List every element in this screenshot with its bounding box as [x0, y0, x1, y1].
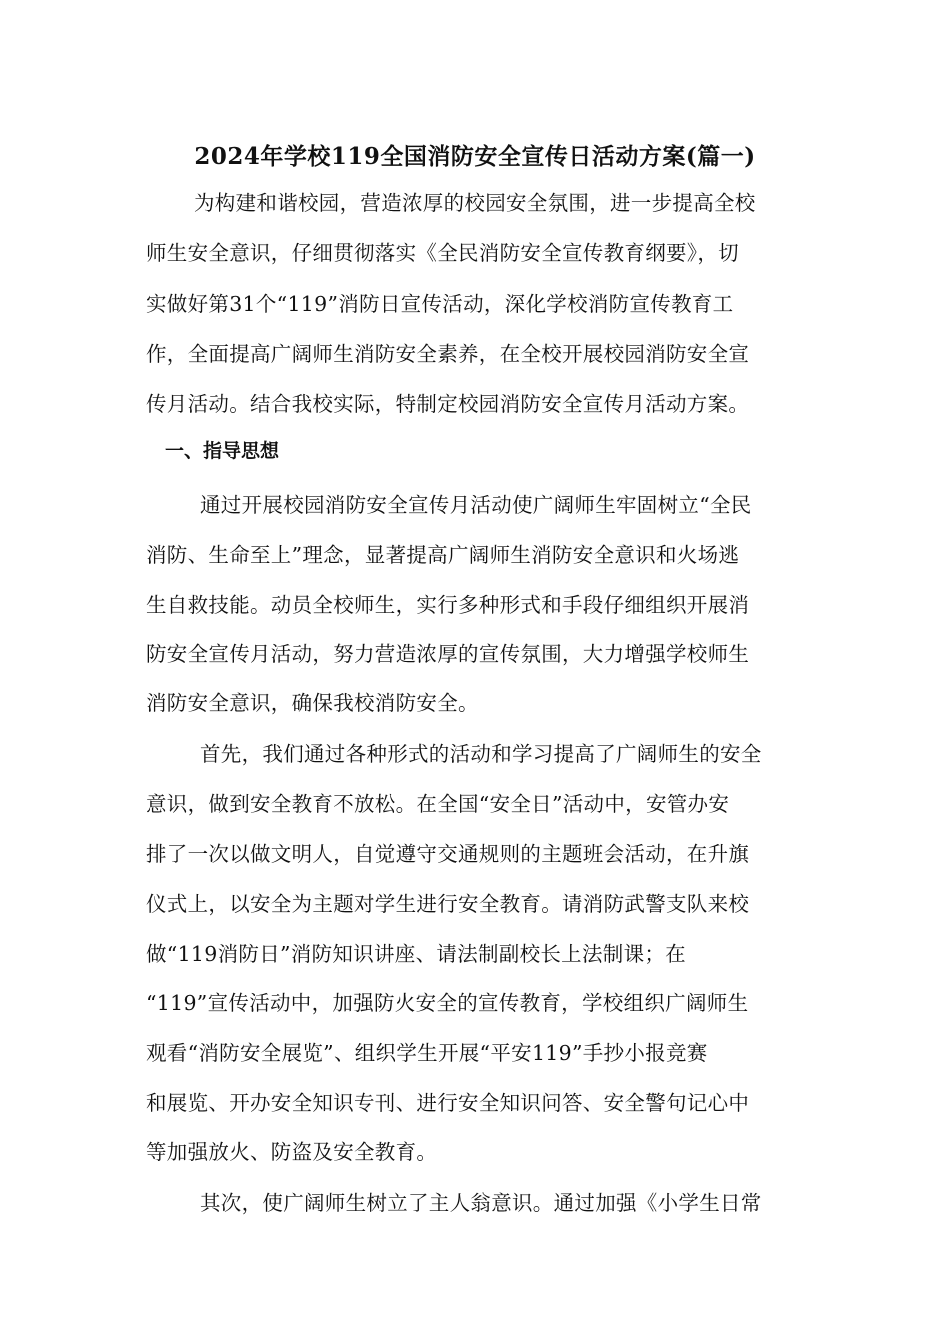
- paragraph-line: 排了一次以做文明人，自觉遵守交通规则的主题班会活动，在升旗: [146, 842, 750, 866]
- document-title: 2024年学校119全国消防安全宣传日活动方案(篇一): [194, 143, 756, 170]
- paragraph-line: 和展览、开办安全知识专刊、进行安全知识问答、安全警句记心中: [146, 1091, 750, 1115]
- paragraph-line: 等加强放火、防盗及安全教育。: [146, 1140, 438, 1164]
- paragraph-line: “119”宣传活动中，加强防火安全的宣传教育，学校组织广阔师生: [146, 991, 749, 1015]
- section-heading: 一、指导思想: [165, 440, 280, 462]
- paragraph-line: 做“119消防日”消防知识讲座、请法制副校长上法制课；在: [146, 942, 686, 966]
- paragraph-line: 观看“消防安全展览”、组织学生开展“平安119”手抄小报竞赛: [146, 1041, 708, 1065]
- paragraph-line: 首先，我们通过各种形式的活动和学习提高了广阔师生的安全: [200, 742, 762, 766]
- paragraph-line: 其次，使广阔师生树立了主人翁意识。通过加强《小学生日常: [200, 1191, 762, 1215]
- paragraph-line: 生自救技能。动员全校师生，实行多种形式和手段仔细组织开展消: [146, 593, 750, 617]
- intro-line: 实做好第31个“119”消防日宣传活动，深化学校消防宣传教育工: [146, 292, 734, 316]
- intro-line: 作，全面提高广阔师生消防安全素养，在全校开展校园消防安全宣: [146, 342, 750, 366]
- intro-line: 为构建和谐校园，营造浓厚的校园安全氛围，进一步提高全校: [194, 191, 756, 215]
- paragraph-line: 通过开展校园消防安全宣传月活动使广阔师生牢固树立“全民: [200, 493, 752, 517]
- paragraph-line: 防安全宣传月活动，努力营造浓厚的宣传氛围，大力增强学校师生: [146, 642, 750, 666]
- intro-line: 师生安全意识，仔细贯彻落实《全民消防安全宣传教育纲要》，切: [146, 241, 739, 265]
- paragraph-line: 消防、生命至上”理念，显著提高广阔师生消防安全意识和火场逃: [146, 543, 740, 567]
- intro-line: 传月活动。结合我校实际，特制定校园消防安全宣传月活动方案。: [146, 392, 750, 416]
- paragraph-line: 意识，做到安全教育不放松。在全国“安全日”活动中，安管办安: [146, 792, 730, 816]
- paragraph-line: 消防安全意识，确保我校消防安全。: [146, 691, 479, 715]
- paragraph-line: 仪式上，以安全为主题对学生进行安全教育。请消防武警支队来校: [146, 892, 750, 916]
